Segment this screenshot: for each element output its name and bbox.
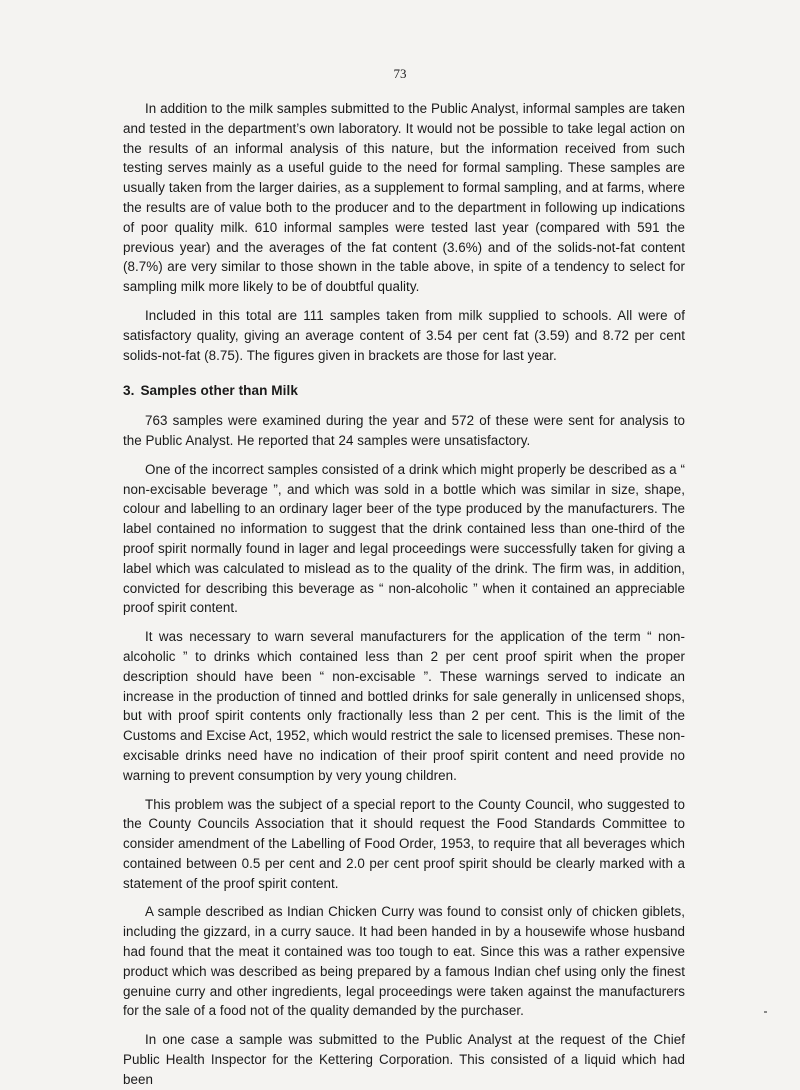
- paragraph-non-excisable-beverage: One of the incorrect samples consisted of a drink which might properly be described as a “ non-excisable beverage ”, and which was sold in a bottle which was similar in size, shape, colour and labelling to an ordinary lager beer of the type produced by the manufacturers. The label contained no information to suggest that the drink contained less than one-third of the proof spirit normally found in lager and legal proceedings were successfully taken for giving a label which was calculated to mislead as to the quality of the drink. The firm was, in addition, convicted for describing this beverage as “ non-alcoholic ” when it contained an appreciable proof spirit content.: [123, 461, 685, 616]
- scan-speck: [764, 1011, 767, 1013]
- page-number: 73: [393, 66, 407, 81]
- paragraph-special-report: This problem was the subject of a special report to the County Council, who suggested to the County Councils Association that it should request the Food Standards Committee to consider amendment of the Labelling of Food Order, 1953, to require that all beverages which contained between 0.5 per cent and 2.0 per cent proof spirit should be clearly marked with a statement of the proof spirit content.: [123, 796, 685, 891]
- paragraph-informal-samples: In addition to the milk samples submitted to the Public Analyst, informal samples are taken and tested in the department’s own laboratory. It would not be possible to take legal action on the results of an informal analysis of this nature, but the information received from such testing serves mainly as a useful guide to the need for formal sampling. These samples are usually taken from the larger dairies, as a supplement to formal sampling, and at farms, where the results are of value both to the producer and to the department in following up indications of poor quality milk. 610 informal samples were tested last year (compared with 591 the previous year) and the averages of the fat content (3.6%) and of the solids-not-fat content (8.7%) are very similar to those shown in the table above, in spite of a tendency to select for sampling milk more likely to be of doubtful quality.: [123, 101, 685, 295]
- document-body: [123, 99, 685, 1090]
- paragraph-samples-examined: 763 samples were examined during the year and 572 of these were sent for analysis to the Public Analyst. He reported that 24 samples were unsatisfactory.: [123, 413, 685, 448]
- section-heading: [123, 381, 685, 401]
- section-number: 3.: [123, 383, 135, 399]
- paragraph-non-alcoholic-warnings: It was necessary to warn several manufacturers for the application of the term “ non-alcoholic ” to drinks which contained less than 2 per cent proof spirit when the proper description should have been “ non-excisable ”. These warnings served to indicate an increase in the production of tinned and bottled drinks for sale generally in unlicensed shops, but with proof spirit contents only fractionally less than 2 per cent. This is the limit of the Customs and Excise Act, 1952, which would restrict the sale to licensed premises. These non-excisable drinks need have no indication of their proof spirit content and need provide no warning to prevent consumption by very young children.: [123, 629, 685, 783]
- section-title: Samples other than Milk: [140, 383, 298, 399]
- paragraph-kettering-sample: In one case a sample was submitted to the Public Analyst at the request of the Chief Public Health Inspector for the Kettering Corporation. This consisted of a liquid which had been: [123, 1032, 685, 1087]
- paragraph-chicken-curry: A sample described as Indian Chicken Curry was found to consist only of chicken giblets, including the gizzard, in a curry sauce. It had been handed in by a housewife whose husband had found that the meat it contained was too tough to eat. Since this was a rather expensive product which was described as being prepared by a famous Indian chef using only the finest genuine curry and other ingredients, legal proceedings were taken against the manufacturers for the sale of a food not of the quality demanded by the purchaser.: [123, 904, 685, 1019]
- paragraph-school-milk: Included in this total are 111 samples taken from milk supplied to schools. All were of satisfactory quality, giving an average content of 3.54 per cent fat (3.59) and 8.72 per cent solids-not-fat (8.75). The figures given in brackets are those for last year.: [123, 307, 685, 363]
